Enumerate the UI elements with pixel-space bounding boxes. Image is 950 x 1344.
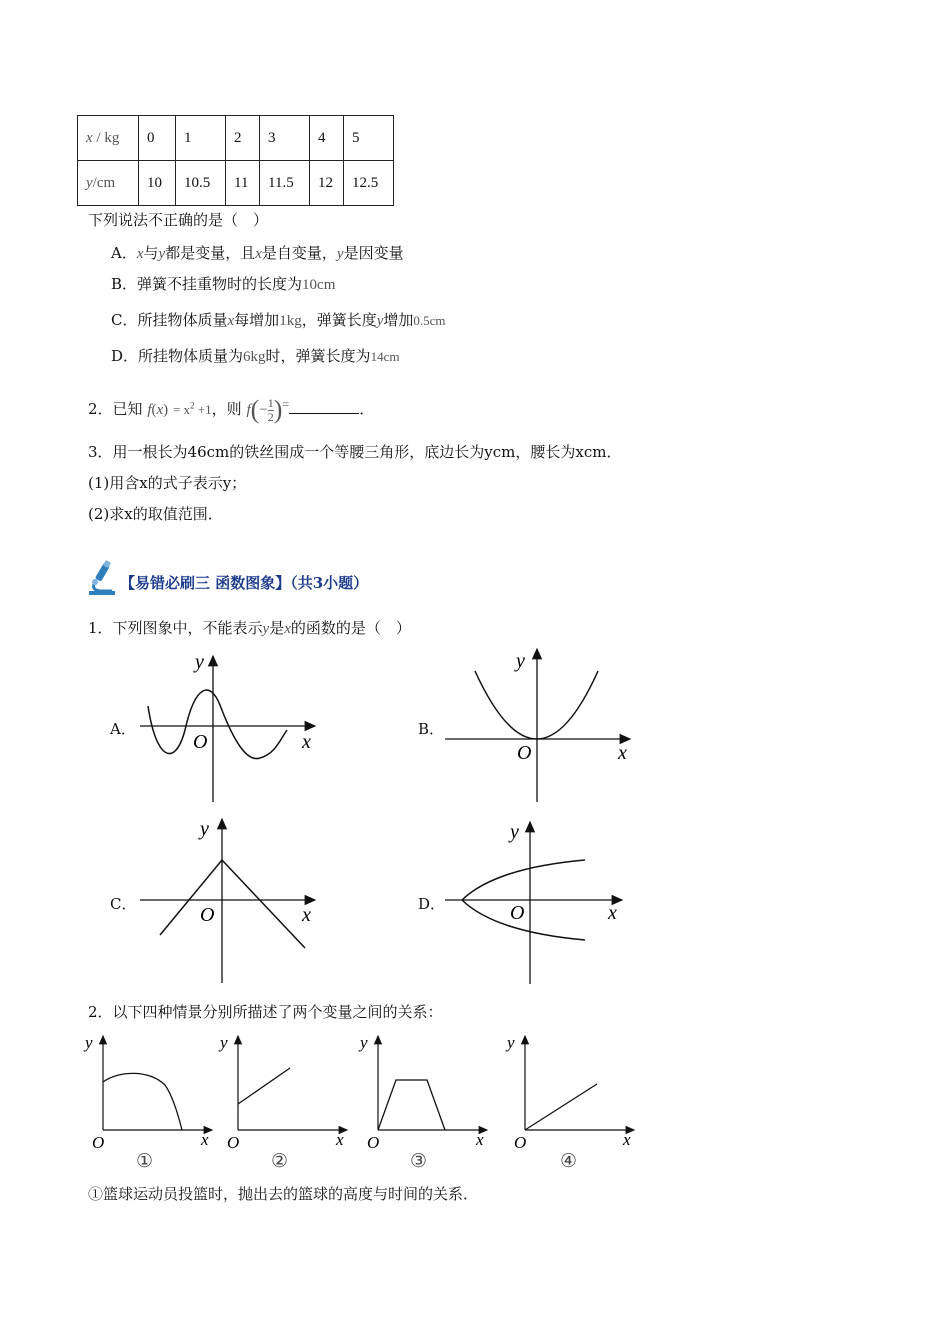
y-label: y [360,1033,368,1052]
y-label: y [85,1033,93,1052]
data-table [77,115,394,206]
x-label: x [618,742,627,764]
x-label: x [201,1130,209,1149]
graph-d [440,818,640,988]
origin-label: O [200,904,215,926]
origin-label: O [92,1133,105,1152]
cell: 2 [226,116,260,161]
small-graph-4 [502,1030,642,1172]
graph-question-1: 1．下列图象中，不能表示y是x的函数的是（ ） [88,619,411,637]
answer-blank[interactable] [289,399,359,414]
small-graph-3 [355,1030,495,1172]
x-label: x [623,1130,631,1149]
x-label: x [608,902,617,924]
option-d: D．所挂物体质量为6kg时，弹簧长度为14cm [111,347,400,365]
cell: 1 [176,116,226,161]
y-label: y [507,1033,515,1052]
small-graph-2 [215,1030,355,1172]
cell: 11 [226,161,260,206]
line [525,1084,597,1130]
graph-a [140,650,330,805]
cell: 10 [139,161,176,206]
table-row [78,161,394,206]
row-header: x / kg [78,116,139,161]
graph-number: ④ [560,1151,578,1172]
cell: 3 [260,116,310,161]
section-heading: 【易错必刷三 函数图象】（共3小题） [120,574,369,592]
origin-label: O [227,1133,240,1152]
question-3-part-2: (2)求x的取值范围． [88,505,223,523]
graph-question-2: 2．以下四种情景分别所描述了两个变量之间的关系： [88,1003,443,1021]
option-b: B．弹簧不挂重物时的长度为10cm [111,275,336,293]
cell: 5 [344,116,394,161]
graph-c-label: C． [110,895,137,913]
y-label: y [220,1033,228,1052]
x-label: x [302,731,311,753]
cell: 4 [310,116,344,161]
question-2: 2．已知 $f(x) = x^2 +1$，则 f(− $\frac{1}{2}$ )= ． [88,395,375,424]
origin-label: O [193,731,208,753]
graph-b-label: B． [418,720,445,738]
origin-label: O [517,742,532,764]
origin-label: O [514,1133,527,1152]
x-label: x [476,1130,484,1149]
v-line [160,860,305,948]
trapezoid [378,1080,445,1130]
curve [148,690,287,759]
y-label: y [510,821,519,843]
y-label: y [195,651,204,673]
x-label: x [302,904,311,926]
question-intro: 下列说法不正确的是（ ） [88,211,269,229]
curve [103,1073,182,1130]
question-3: 3．用一根长为46cm的铁丝围成一个等腰三角形，底边长为ycm，腰长为xcm． [88,443,622,461]
graph-a-label: A． [110,720,136,738]
cell: 12 [310,161,344,206]
cell: 0 [139,116,176,161]
scenario-1: ①篮球运动员投篮时，抛出去的篮球的高度与时间的关系． [88,1185,479,1203]
small-graph-1 [80,1030,220,1172]
origin-label: O [510,902,525,924]
y-label: y [516,650,525,672]
table-row [78,116,394,161]
option-c: C．所挂物体质量x每增加1kg，弹簧长度y增加0.5cm [111,311,446,329]
row-header: y/cm [78,161,139,206]
cell: 11.5 [260,161,310,206]
origin-label: O [367,1133,380,1152]
graph-d-label: D． [418,895,446,913]
graph-c [140,815,330,985]
line [238,1068,290,1104]
graph-b [440,645,640,805]
microscope-icon [86,560,120,596]
cell: 10.5 [176,161,226,206]
graph-number: ③ [410,1151,428,1172]
x-label: x [336,1130,344,1149]
option-a: A．x与y都是变量，且x是自变量，y是因变量 [111,244,404,262]
question-3-part-1: (1)用含x的式子表示y； [88,474,247,492]
graph-number: ② [271,1151,289,1172]
y-label: y [200,818,209,840]
cell: 12.5 [344,161,394,206]
graph-number: ① [136,1151,154,1172]
